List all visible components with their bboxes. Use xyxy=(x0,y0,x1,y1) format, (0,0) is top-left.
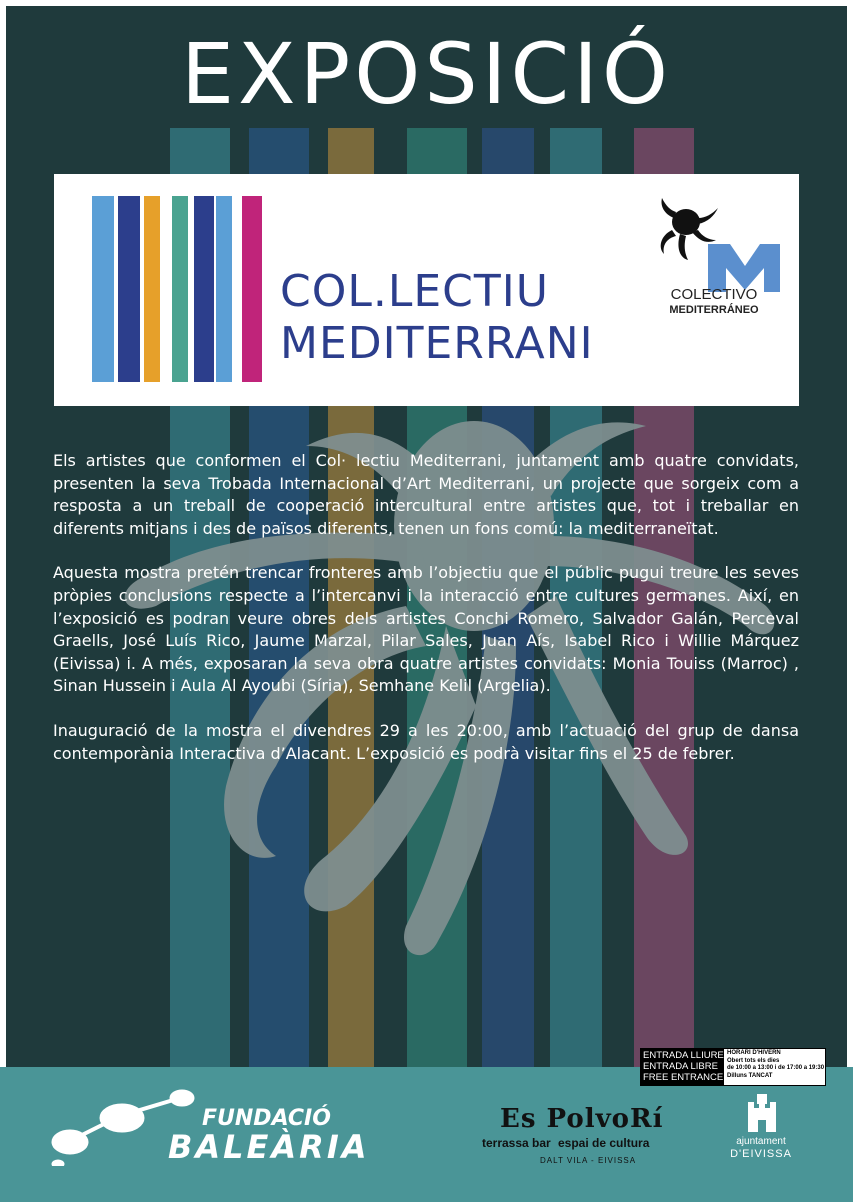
entry-label: FREE ENTRANCE xyxy=(643,1072,724,1083)
body-text xyxy=(53,450,799,787)
hours-line: Obert tots els dies xyxy=(727,1057,780,1064)
fundacio-label: FUNDACIÓ xyxy=(202,1106,331,1131)
entry-label: ENTRADA LLIURE xyxy=(643,1050,724,1061)
collective-logo-panel xyxy=(54,174,799,406)
hours-line: de 10:00 a 13:00 i de 17:00 a 19:30 xyxy=(727,1065,825,1071)
badge-line1: COLECTIVO xyxy=(670,286,758,303)
paragraph: Els artistes que conformen el Col· lectiu Mediterrani, juntament amb quatre convidats, presenten la seva Trobada Internacional d’Art Mediterrani, un projecte que sorgeix com a resposta a un treball de cooperació intercultural entre artistes que, tot i treballar en diferents mitjans i des de països diferents, tenen un fons comú: la mediterraneïtat. xyxy=(53,451,799,538)
collective-name-line2: MEDITERRANI xyxy=(280,318,594,369)
logo-bar xyxy=(216,196,232,382)
es-polvori-bar-label: terrassa bar xyxy=(482,1136,551,1150)
collective-name xyxy=(280,266,594,370)
logo-bar xyxy=(118,196,140,382)
logo-bar xyxy=(194,196,214,382)
hours-title: HORARI D'HIVERN xyxy=(727,1050,781,1056)
es-polvori-culture-label: espai de cultura xyxy=(558,1136,650,1150)
collective-name-line1: COL.LECTIU xyxy=(280,266,549,317)
page-title: EXPOSICIÓ xyxy=(180,25,673,123)
entry-label: ENTRADA LIBRE xyxy=(643,1061,718,1072)
es-polvori-location: DALT VILA - EIVISSA xyxy=(540,1156,637,1165)
ajuntament-label: ajuntament xyxy=(736,1136,786,1147)
logo-bar xyxy=(92,196,114,382)
entry-info-box xyxy=(640,1048,826,1086)
logo-bar xyxy=(242,196,262,382)
paragraph: Aquesta mostra pretén trencar fronteres amb l’objectiu que el públic pugui treure les seves pròpies conclusions respecte a l’intercanvi i la interacció entre cultures germanes. Així, en l’exposició es podran veure obres dels artistes Conchi Romero, Salvador Galán, Perceval Graells, José Luís Rico, Jaume Marzal, Pilar Sales, Juan Aís, Isabel Rico i Willie Márquez (Eivissa) i. A més, exposaran la seva obra quatre artistes convidats: Monia Touiss (Marroc) , Sinan Hussein i Aula Al Ayoubi (Síria), Semhane Kelil (Argelia). xyxy=(53,563,799,696)
logo-bar xyxy=(144,196,160,382)
balearia-label: BALEÀRIA xyxy=(168,1128,370,1166)
paragraph: Inauguració de la mostra el divendres 29 a les 20:00, amb l’actuació del grup de dansa contemporània Interactiva d’Alacant. L’exposició es podrà visitar fins el 25 de febrer. xyxy=(53,720,799,763)
opening-hours xyxy=(724,1049,825,1085)
castle-icon xyxy=(744,1094,780,1134)
entry-labels xyxy=(643,1050,724,1083)
eivissa-label: D'EIVISSA xyxy=(730,1148,792,1160)
es-polvori-logo: Es PolvoRí xyxy=(500,1104,664,1134)
hours-line: Dilluns TANCAT xyxy=(727,1072,773,1079)
logo-bar xyxy=(172,196,188,382)
badge-line2: MEDITERRÁNEO xyxy=(669,304,759,316)
